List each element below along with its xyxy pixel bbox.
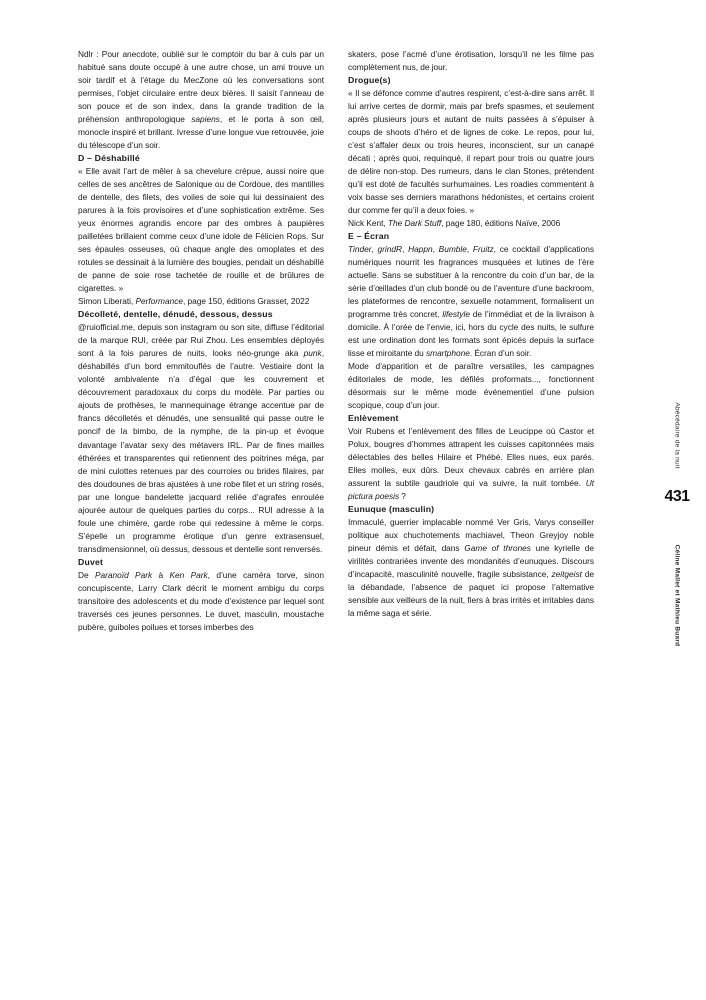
duvet-text-b: à xyxy=(152,569,170,580)
running-head: Abécédaire de la nuit xyxy=(673,402,681,469)
eunuque-italic-got: Game of thrones xyxy=(464,542,531,553)
ecran-sep-1: , xyxy=(371,243,378,254)
paragraph-duvet-continuation: skaters, pose l’acmé d’une érotisation, lorsqu’il ne les filme pas complètement nus, de jour. xyxy=(348,49,594,73)
ecran-italic-fruitz: Fruitz xyxy=(472,243,494,254)
heading-drogues: Drogue(s) xyxy=(348,75,391,86)
paragraph-duvet xyxy=(78,569,324,634)
eunuque-text-b: une kyrielle de virilités contrariées invente des mondanités d’eunuques. Discours d’incapacité, masculinité nouvelle, fragile subsistance, xyxy=(348,542,594,580)
paragraph-deshabille-quote: « Elle avait l’art de mêler à sa chevelure crépue, aussi noire que celles de ses ancêtres de Salonique ou de Cordoue, des mantilles de dentelle, des filets, des voiles de soie qui lui dessinaient des parures à la fois provisoires et d’une sophistication extrême. Ses yeux énormes agrandis encore par des ombres à paupières pailletées brillaient comme ceux d’une idole de Félicien Rops. Sur ses épaules osseuses, où chaque angle des omoplates et des rotules se dessinait à la lumière des bougies, pendait un déshabillé de panne de soie rose tachetée de rouille et de brûlures de cigarettes. » xyxy=(78,165,324,294)
text-columns xyxy=(78,48,594,948)
left-column xyxy=(78,48,324,948)
credit-title-performance: Performance xyxy=(135,296,183,307)
paragraph-decollete xyxy=(78,321,324,556)
heading-eunuque: Eunuque (masculin) xyxy=(348,504,435,515)
authors-label: Céline Mallet et Mathieu Buard xyxy=(673,544,681,647)
paragraph-drogues-quote: « Il se défonce comme d’autres respirent, c’est-à-dire sans arrêt. Il lui arrive certes de dormir, mais par brefs spasmes, et seulement après plusieurs jours et autant de nuits passées à s’épuiser à coups de shoots d’héro et de lignes de coke. Le repos, pour lui, c’est s’affaler deux ou trois heures, inconscient, sur un canapé décati ; après quoi, requinqué, il repart pour trois ou quatre jours de délire non-stop. Des rumeurs, dans le clan Stones, prétendent qu’il est doté de facultés surhumaines. Les roadies commentent à voix basse ses derniers marathons hédonistes, et certains croient dur comme fer qu’il a deux foies. » xyxy=(348,87,594,216)
heading-duvet: Duvet xyxy=(78,556,104,567)
ecran-italic-grindr: grindR xyxy=(377,243,403,254)
ecran-sep-3: , xyxy=(432,243,439,254)
ecran-sep-2: , xyxy=(402,243,409,254)
ndlr-text-start: Ndlr : Pour anecdote, oublié sur le comptoir du bar à culs par un habitué sans doute occupé à une autre chose, un ami trouve un soir tardif et à l’étage du MecZone où les conversations sont permises, l’objet circulaire entre deux bières. Il saisit l’anneau de son pouce et de son index, dans la grande tradition de la préhension anthropologique xyxy=(78,49,324,125)
enlevement-text-a: Voir Rubens et l’enlèvement des filles de Leucippe où Castor et Polux, bougres d’hommes attrapent les cuisses capitonnées mais délectables des belles Hilaire et Phébé. Elles nues, eux parés. Elles molles, eux dûrs. Deux chevaux cabrés en arrière plan assurent la subtile gaudriole qui va suivre, la nuit tombée. xyxy=(348,426,594,489)
margin-furniture xyxy=(648,0,706,1000)
page-number: 431 xyxy=(664,488,690,505)
paragraph-enlevement xyxy=(348,425,594,503)
credit-deshabille xyxy=(78,295,324,308)
ndlr-italic-sapiens: sapiens xyxy=(191,114,220,125)
duvet-italic-paranoid-park: Paranoïd Park xyxy=(94,569,153,580)
credit-drogues xyxy=(348,217,594,230)
decollete-text-a: @ruiofficial.me, depuis son instagram ou son site, diffuse l’éditorial de la marque RUI, créée par Rui Zhou. Les ensembles déployés sont à la fois parures de nuits, looks néo-grunge aka xyxy=(78,322,324,359)
ecran-text-a: , ce cocktail d’applications numériques nourrit les fragrances musquées et lutines de l’ère actuelle. Sans se substituer à la rencontre du coin d’un bar, de la série d’œillades d’un club bondé ou de l’aventure d’une backroom, les plateformes de rencontre, sexuelle notamment, formalisent un programme très concret, xyxy=(348,243,595,320)
credit-details-kent: , page 180, éditions Naïve, 2006 xyxy=(441,218,561,229)
paragraph-eunuque xyxy=(348,516,594,620)
duvet-text-a: De xyxy=(78,569,95,580)
eunuque-italic-zeitgeist: zeitgeist xyxy=(551,569,582,580)
duvet-italic-ken-park: Ken Park xyxy=(169,569,208,580)
ecran-italic-tinder: Tinder xyxy=(348,243,372,254)
ecran-text-b: de l’immédiat et de la livraison à domicile. À l’orée de l’envie, ici, hors du cycle des nuits, le sulfure est une ordination dont les formats sont épicés depuis la surface lisse et miroitante du xyxy=(348,309,594,359)
heading-deshabille: D – Déshabillé xyxy=(78,153,140,164)
enlevement-text-b: ? xyxy=(399,491,406,502)
paragraph-ndlr xyxy=(78,48,324,152)
ecran-italic-smartphone: smartphone xyxy=(425,348,470,359)
enlevement-italic-ut-pictura: Ut pictura poesis xyxy=(348,478,594,502)
ecran-sep-4: , xyxy=(466,243,473,254)
heading-decollete: Décolleté, dentelle, dénudé, dessous, dessus xyxy=(78,309,273,320)
eunuque-text-c: de la débandade, l’absence de paquet ici propose l’alternative sensible aux veilleurs de la nuit, fiers à bras irrités et irritables dans la même saga et série. xyxy=(348,569,594,619)
heading-ecran: E – Écran xyxy=(348,231,390,242)
paragraph-ecran xyxy=(348,243,594,360)
decollete-italic-punk: punk xyxy=(303,348,322,359)
paragraph-ecran-mode: Mode d’apparition et de paraître versatiles, les campagnes éditoriales de mode, les défilés proformats..., fonctionnent désormais sur le même mode événementiel d’une pulsion scopique, coup d’un jour. xyxy=(348,361,594,411)
eunuque-text-a: Immaculé, guerrier implacable nommé Ver Gris, Varys conseiller politique aux chuchotements machiavel, Theon Greyjoy noble pineur démis et défait, dans xyxy=(348,516,594,553)
right-column xyxy=(348,48,594,948)
duvet-text-c: , d’une caméra torve, sinon concupiscente, Larry Clark décrit le moment ambigu du corps transitoire des adolescents et du mode d’existence par lequel sont traversés ces jeunes personnes. Le duvet, masculin, moustache pubère, guiboles poilues et torses imberbes des xyxy=(78,569,324,632)
decollete-text-b: , déshabillés d’un bord emmitouflés de l’autre. Vestiaire dont la volonté ambivalente n’a d’égal que les couvrement et découvrement paradoxaux du corps du modèle. Par parties ou ajouts de prothèses, le mannequinage étrange accentue par de francs décolletés et dénudés, une sensualité qui passe outre le poncif de la bimbo, de la nymphe, de la pin-up et évoque davantage l’avatar sexy des métavers IRL. Par de fines mailles éthérées et transparentes qui retiennent des poitrines méga, par de mini culottes retenues par des courroies ou brides filaires, par des doudounes de bras ajustées à une robe filet et un string rosés, par une longue bandelette jacquard reliée d’agrafes enroulée ajourée autour de quelques parties du corps... RUI adresse à la foule une chimère, garde robe qui redessine à même le corps. S’épelle un programme érotique d’un genre extrasensuel, transdimensionnel, où dessus, dessous et dentelle sont renversés. xyxy=(78,348,324,554)
credit-author-liberati: Simon Liberati, xyxy=(78,296,136,307)
ecran-italic-bumble: Bumble xyxy=(438,243,467,254)
credit-author-kent: Nick Kent, xyxy=(348,218,388,229)
heading-enlevement: Enlèvement xyxy=(348,413,399,424)
ecran-italic-lifestyle: lifestyle xyxy=(442,309,470,320)
ndlr-text-end: , et le porta à son œil, monocle inspiré et brillant. Ivresse d’une longue vue retrouvée, joie du télescope d’un soir. xyxy=(78,114,324,151)
ecran-text-c: . Écran d’un soir. xyxy=(469,348,532,359)
ecran-italic-happn: Happn xyxy=(408,243,433,254)
credit-title-dark-stuff: The Dark Stuff xyxy=(387,218,442,229)
credit-details-liberati: , page 150, éditions Grasset, 2022 xyxy=(183,296,310,307)
